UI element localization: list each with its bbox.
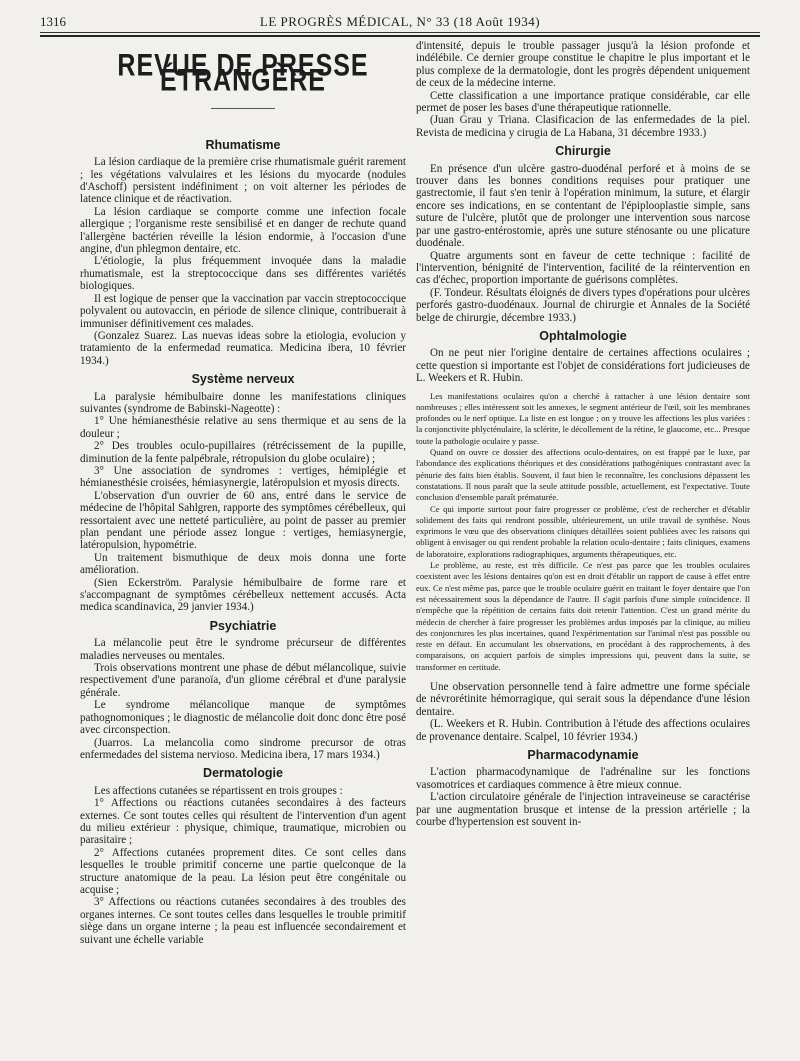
citation: (Gonzalez Suarez. Las nuevas ideas sobre la etiologia, evolucion y tratamiento de la enfermedad reumatica. Medicina ibera, 10 février 1934.) bbox=[80, 329, 406, 367]
section-heading-psychiatrie: Psychiatrie bbox=[209, 618, 277, 633]
paragraph: La lésion cardiaque se comporte comme une infection focale allergique ; l'organisme reste sensibilisé et en danger de rechute quand l'allergène bactérien réveille la lésion endormie, à l'occasion d'une angine, d'un phlegmon dentaire, etc. bbox=[80, 205, 406, 256]
paragraph: 1° Une hémianesthésie relative au sens thermique et au sens de la douleur ; bbox=[80, 415, 406, 440]
paragraph: On ne peut nier l'origine dentaire de certaines affections oculaires ; cette question si importante est l'objet de considérations fort judicieuses de L. Weekers et R. Hubin. bbox=[416, 347, 750, 385]
paragraph: Un traitement bismuthique de deux mois donna une forte amélioration. bbox=[80, 551, 406, 577]
left-column bbox=[80, 40, 406, 946]
paragraph: d'intensité, depuis le trouble passager jusqu'à la lésion profonde et indélébile. Ce dernier groupe constitue le chapitre le plus important et le plus complexe de la dermatologie, dont les progrès dépendent uniquement de ceux de la médecine interne. bbox=[416, 40, 750, 90]
paragraph: La mélancolie peut être le syndrome précurseur de différentes maladies nerveuses ou mentales. bbox=[80, 637, 406, 662]
paragraph: Le syndrome mélancolique manque de symptômes pathognomoniques ; le diagnostic de mélancolie doit donc donc être posé avec circonspection. bbox=[80, 699, 406, 737]
paragraph: Trois observations montrent une phase de début mélancolique, suivie respectivement d'une paranoïa, d'un gliome cérébral et d'une paralysie générale. bbox=[80, 662, 406, 699]
citation: (F. Tondeur. Résultats éloignés de divers types d'opérations pour ulcères perforés gastro-duodénaux. Journal de chirurgie et Annales de la Société belge de chirurgie, décembre 1933.) bbox=[416, 286, 750, 324]
paragraph: L'observation d'un ouvrier de 60 ans, entré dans le service de médecine de l'hôpital Sahlgren, rapporte des symptômes cérébelleux, qui ressortaient avec une netteté particulière, au point de passer au premier plan pendant une période assez longue : vertiges, hemiasynergie, latéropulsion, hypométrie. bbox=[80, 489, 406, 552]
paragraph: 1° Affections ou réactions cutanées secondaires à des facteurs externes. Ce sont toutes celles qui résultent de l'intervention d'un agent du milieu extérieur : physique, chimique, traumatique, microbien ou parasitaire ; bbox=[80, 797, 406, 847]
paragraph: Une observation personnelle tend à faire admettre une forme spéciale de névrorétinite hémorragique, qui serait sous la dépendance d'une lésion dentaire. bbox=[416, 680, 750, 718]
paragraph: L'étiologie, la plus fréquemment invoquée dans la maladie rhumatismale, est la streptococcique dans ses différentes variétés biologiques. bbox=[80, 255, 406, 293]
paragraph: L'action circulatoire générale de l'injection intraveineuse se caractérise par une augmentation brusque et intense de la pression artérielle ; la courbe d'hypertension est souvent in- bbox=[416, 791, 750, 829]
paragraph: Cette classification a une importance pratique considérable, car elle permet de poser les bases d'une thérapeutique rationnelle. bbox=[416, 89, 750, 115]
page-number: 1316 bbox=[40, 14, 66, 29]
paragraph: Quatre arguments sont en faveur de cette technique : facilité de l'intervention, bénignité de l'intervention, facilité de la réintervention en cas d'échec, proportion importante de guérisons complètes. bbox=[416, 249, 750, 287]
paragraph: Les affections cutanées se répartissent en trois groupes : bbox=[94, 784, 343, 797]
right-column bbox=[416, 40, 750, 828]
header-rule bbox=[40, 32, 760, 33]
small-paragraph: Les manifestations oculaires qu'on a cherché à rattacher à une lésion dentaire sont nombreuses ; elles intéressent soit les annexes, le segment antérieur de l'œil, soit les membranes profondes ou le nerf optique. La liste en est longue ; on y trouve les affections les plus variées : la conjonctivite phlycténulaire, la sclérite, le décollement de la rétine, le glaucome, etc... Presque toute la pathologie oculaire y passe. bbox=[416, 390, 750, 446]
paragraph: Il est logique de penser que la vaccination par vaccin streptococcique polyvalent ou autovaccin, en période de silence clinique, contribuerait à immuniser définitivement ces malades. bbox=[80, 292, 406, 330]
small-paragraph: Le problème, au reste, est très difficile. Ce n'est pas parce que les troubles oculaires coexistent avec les lésions dentaires qu'on est en droit d'établir un rapport de cause à effet entre eux. Ce n'est même pas, parce que le trouble oculaire guérit en traitant le foyer dentaire que l'on est nécessairement sous la dépendance de l'autre. Il s'agit parfois d'une simple coïncidence. Il n'empêche que la répétition de certains faits doit retenir l'attention. C'est un grand mérite du médecin de chercher à faire progresser les problèmes ardus imposés par la clinique, au milieu des conjonctures les plus incertaines, quand l'expérimentation sur l'animal n'est pas possible ou reste en défaut. En accumulant les observations, en procédant à des rapprochements, à des comparaisons, on acquiert parfois de simples impressions qui, peuvent dans la suite, se transformer en certitude. bbox=[416, 560, 750, 672]
citation: (Sien Eckerström. Paralysie hémibulbaire de forme rare et s'accompagnant de symptômes cérébelleux nettement accusés. Acta medica scandinavica, 29 janvier 1934.) bbox=[80, 576, 406, 614]
section-heading-pharmacodynamie: Pharmacodynamie bbox=[527, 748, 639, 763]
section-heading-systeme-nerveux: Système nerveux bbox=[191, 372, 295, 387]
citation: (L. Weekers et R. Hubin. Contribution à l'étude des affections oculaires de provenance dentaire. Scalpel, 10 février 1934.) bbox=[416, 718, 750, 743]
section-heading-ophtalmologie: Ophtalmologie bbox=[539, 328, 627, 343]
small-paragraph: Ce qui importe surtout pour faire progresser ce problème, c'est de rechercher et d'établir solidement des faits qui rendront possible, ultérieurement, un utile travail de synthèse. Nous exprimons le vœu que des observations cliniques détaillées soient publiées avec les raisons qui obligent à envisager ou qui rendent probable la relation oculo-dentaire ; faits cliniques, examens de laboratoire, explorations radiographiques, arguments thérapeutiques, etc. bbox=[416, 503, 750, 559]
paragraph: 2° Des troubles oculo-pupillaires (rétrécissement de la pupille, diminution de la fente palpébrale, rétropulsion du globe oculaire) ; bbox=[80, 440, 406, 465]
title-divider bbox=[211, 108, 275, 109]
section-heading-rhumatisme: Rhumatisme bbox=[205, 137, 281, 152]
citation: (Juan Grau y Triana. Clasificacion de las enfermedades de la piel. Revista de medicina y cirugia de La Habana, 31 décembre 1933.) bbox=[416, 114, 750, 139]
small-paragraph: Quand on ouvre ce dossier des affections oculo-dentaires, on est frappé par le luxe, par l'abondance des explications théoriques et des considérations pathogéniques contrastant avec la pénurie des faits bien établis. Souvent, il faut bien le reconnaître, les conclusions dépassent les constatations. Il nous paraît que la seule attitude possible, actuellement, est l'expectative. Toute conclusion d'ensemble paraît prématurée. bbox=[416, 447, 750, 503]
section-heading-chirurgie: Chirurgie bbox=[555, 144, 611, 159]
paragraph: La lésion cardiaque de la première crise rhumatismale guérit rarement ; les végétations valvulaires et les lésions du myocarde (nodules d'Aschoff) persistent indéfiniment ; on voit alterner les périodes de latence clinique et de réactivation. bbox=[80, 156, 406, 206]
paragraph: La paralysie hémibulbaire donne les manifestations cliniques suivantes (syndrome de Babinski-Nageotte) : bbox=[80, 390, 406, 415]
paragraph: En présence d'un ulcère gastro-duodénal perforé et à moins de se trouver dans les bonnes conditions requises pour pratiquer une gastrectomie, il faut s'en tenir à l'opération minimum, la suture, et élargir encore ses indications, en se contentant de l'épiplooplastie simple, sans suture de l'ulcère, plutôt que de prolonger une intervention sous narcose par une gastro-entérostomie, après une suture sténosante ou une plicature duodénale. bbox=[416, 162, 750, 250]
paragraph: L'action pharmacodynamique de l'adrénaline sur les fonctions vasomotrices et cardiaques commence à être mieux connue. bbox=[416, 766, 750, 791]
paragraph: 3° Une association de syndromes : vertiges, hémiplégie et hémianesthésie croisées, hémiasynergie, latéropulsion et myosis directs. bbox=[80, 464, 406, 490]
section-heading-dermatologie: Dermatologie bbox=[203, 766, 283, 781]
review-title: REVUE DE PRESSE ÉTRANGÈRE bbox=[117, 47, 369, 99]
journal-title: LE PROGRÈS MÉDICAL, N° 33 (18 Août 1934) bbox=[259, 14, 541, 29]
paragraph: 3° Affections ou réactions cutanées secondaires à des troubles des organes internes. Ce sont toutes celles dans lesquelles le trouble primitif siège dans un organe interne ; la peau est influencée secondairement et suivant une échelle variable bbox=[80, 896, 406, 946]
header-rule-thick bbox=[40, 35, 760, 37]
citation: (Juarros. La melancolia como sindrome precursor de otras enfermedades del sistema nervioso. Medicina ibera, 17 mars 1934.) bbox=[80, 736, 406, 761]
paragraph: 2° Affections cutanées proprement dites. Ce sont celles dans lesquelles le trouble primitif concerne une partie quelconque de la structure anatomique de la peau. La lésion peut être congénitale ou acquise ; bbox=[80, 846, 406, 896]
